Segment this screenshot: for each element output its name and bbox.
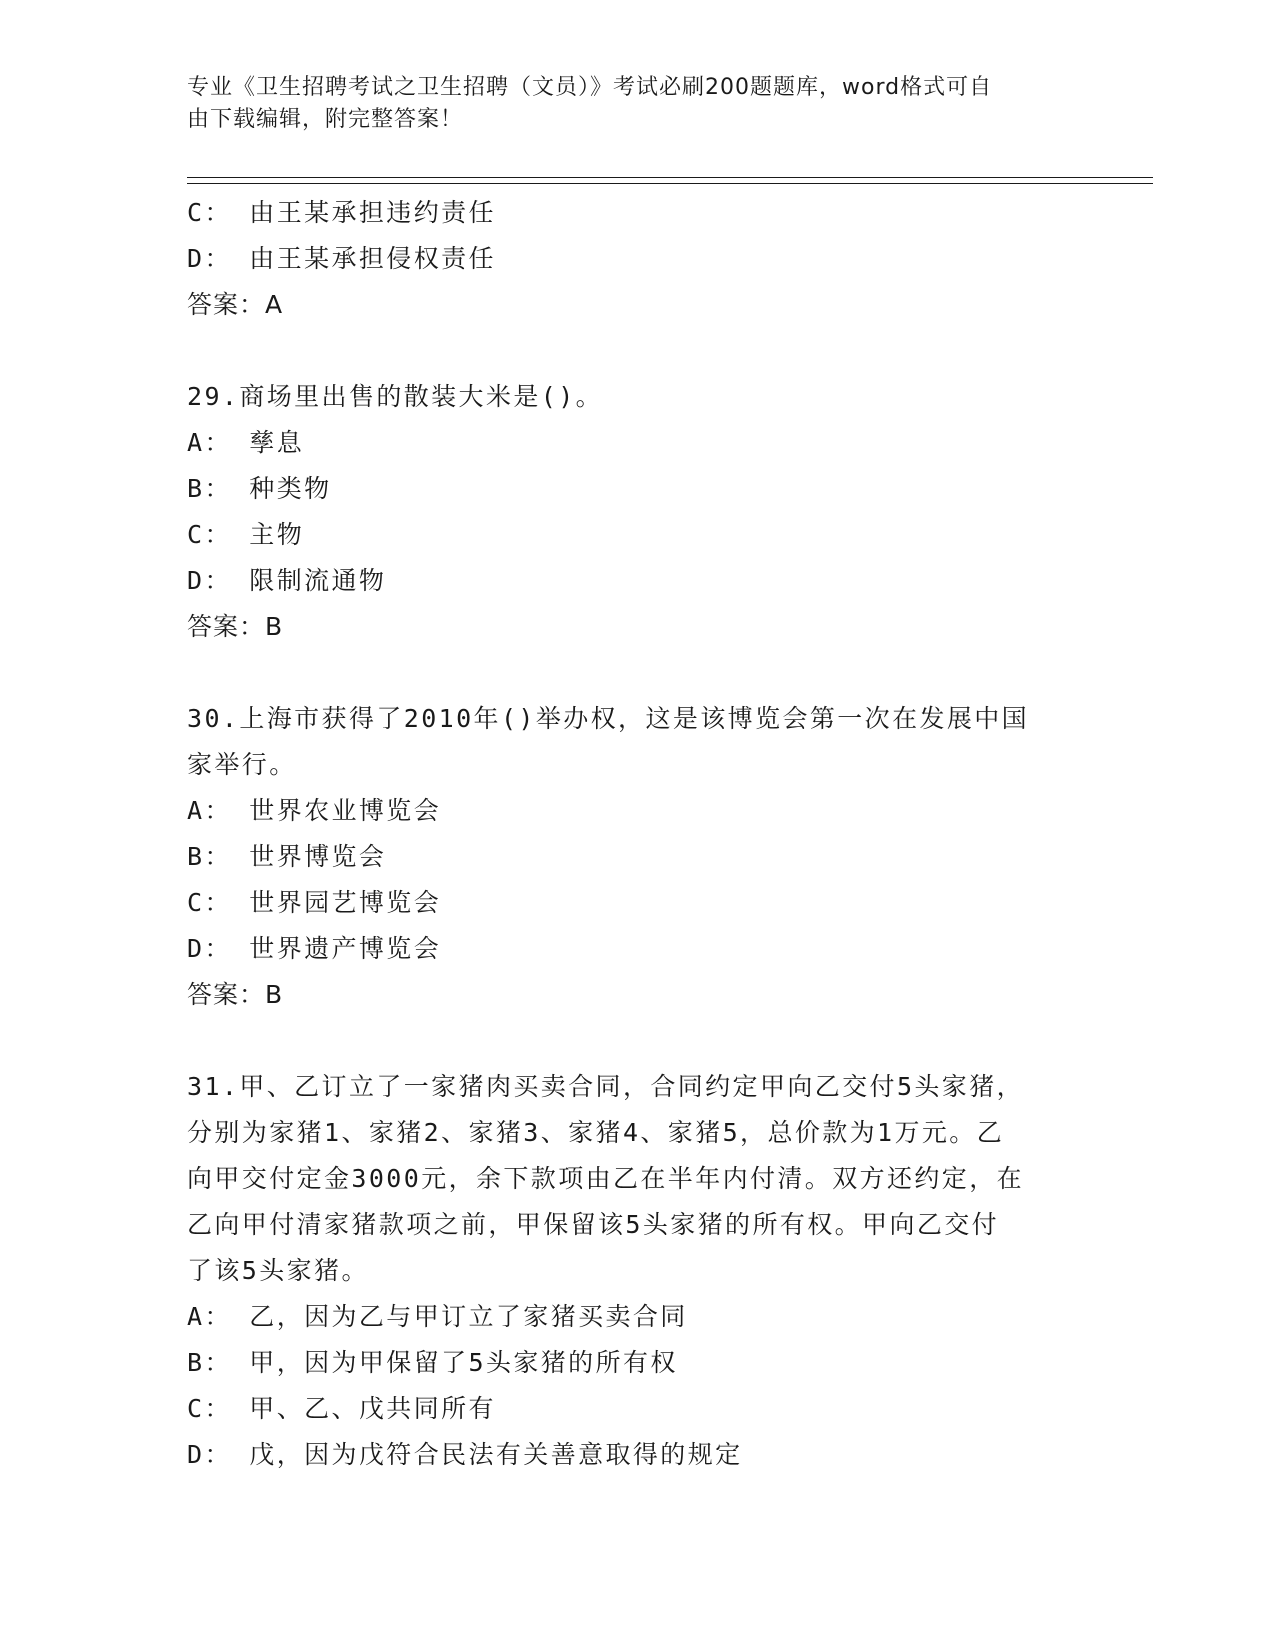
answer-label: 答案：B bbox=[187, 980, 284, 1009]
option-a: A： 乙，因为乙与甲订立了家猪买卖合同 bbox=[187, 1302, 688, 1331]
question-30-block bbox=[187, 696, 1087, 1018]
header-divider-top bbox=[187, 177, 1153, 178]
header-line-2: 由下载编辑，附完整答案！ bbox=[187, 107, 464, 132]
option-d: D： 限制流通物 bbox=[187, 566, 387, 595]
answer-label: 答案：A bbox=[187, 290, 284, 319]
question-text-line-4: 乙向甲付清家猪款项之前，甲保留该5头家猪的所有权。甲向乙交付 bbox=[187, 1210, 1000, 1239]
option-d: D： 世界遗产博览会 bbox=[187, 934, 442, 963]
question-text-line-5: 了该5头家猪。 bbox=[187, 1256, 369, 1285]
question-text-line-3: 向甲交付定金3000元，余下款项由乙在半年内付清。双方还约定，在 bbox=[187, 1164, 1025, 1193]
option-a: A： 世界农业博览会 bbox=[187, 796, 442, 825]
question-text-line-1: 31.甲、乙订立了一家猪肉买卖合同，合同约定甲向乙交付5头家猪， bbox=[187, 1072, 1025, 1101]
option-b: B： 甲，因为甲保留了5头家猪的所有权 bbox=[187, 1348, 678, 1377]
option-b: B： 世界博览会 bbox=[187, 842, 387, 871]
question-28-block bbox=[187, 190, 1087, 328]
question-29-block bbox=[187, 374, 1087, 650]
header-divider-bottom bbox=[187, 183, 1153, 184]
question-list bbox=[187, 190, 1087, 1478]
header-line-1: 专业《卫生招聘考试之卫生招聘（文员）》考试必刷200题题库，word格式可自 bbox=[187, 75, 993, 100]
option-c: C： 甲、乙、戊共同所有 bbox=[187, 1394, 496, 1423]
option-d: D： 由王某承担侵权责任 bbox=[187, 244, 496, 273]
question-text-line-2: 分别为家猪1、家猪2、家猪3、家猪4、家猪5，总价款为1万元。乙 bbox=[187, 1118, 1005, 1147]
spacer bbox=[187, 328, 1087, 374]
option-b: B： 种类物 bbox=[187, 474, 332, 503]
option-c: C： 主物 bbox=[187, 520, 305, 549]
question-text: 29.商场里出售的散装大米是()。 bbox=[187, 382, 604, 411]
option-a: A： 孳息 bbox=[187, 428, 305, 457]
question-text-line-1: 30.上海市获得了2010年()举办权，这是该博览会第一次在发展中国 bbox=[187, 704, 1030, 733]
question-text-line-2: 家举行。 bbox=[187, 750, 297, 779]
question-31-block bbox=[187, 1064, 1087, 1478]
answer-label: 答案：B bbox=[187, 612, 284, 641]
spacer bbox=[187, 650, 1087, 696]
option-c: C： 世界园艺博览会 bbox=[187, 888, 442, 917]
spacer bbox=[187, 1018, 1087, 1064]
option-d: D： 戊，因为戊符合民法有关善意取得的规定 bbox=[187, 1440, 743, 1469]
option-c: C： 由王某承担违约责任 bbox=[187, 198, 496, 227]
document-header bbox=[187, 72, 1067, 136]
